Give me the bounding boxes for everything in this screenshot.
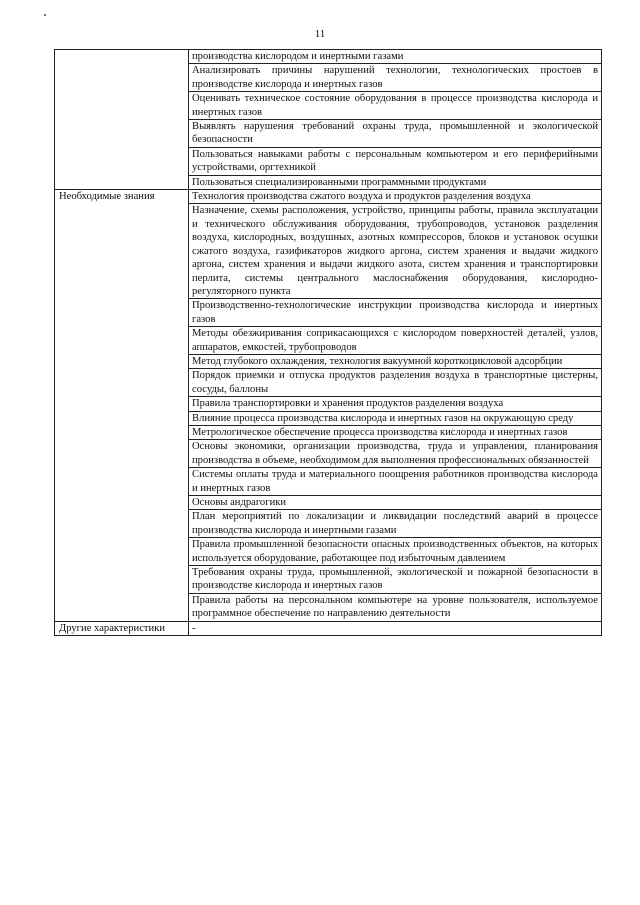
- knowledge-cell: План мероприятий по локализации и ликвидации последствий аварий в процессе производства кислорода и инертными газами: [189, 510, 602, 538]
- skill-cell: производства кислородом и инертными газами: [189, 50, 602, 64]
- table-row: [55, 50, 602, 64]
- knowledge-cell: Основы андрагогики: [189, 496, 602, 510]
- skill-cell: Анализировать причины нарушений технологии, технологических простоев в производстве кислорода и инертных газов: [189, 64, 602, 92]
- competency-table: [54, 49, 602, 636]
- knowledge-cell: Правила промышленной безопасности опасных производственных объектов, на которых используется оборудование, работающее под избыточным давлением: [189, 538, 602, 566]
- knowledge-cell: Технология производства сжатого воздуха и продуктов разделения воздуха: [189, 190, 602, 204]
- knowledge-label: Необходимые знания: [55, 190, 189, 622]
- other-value: -: [189, 621, 602, 635]
- knowledge-cell: Влияние процесса производства кислорода и инертных газов на окружающую среду: [189, 411, 602, 425]
- knowledge-cell: Системы оплаты труда и материального поощрения работников производства кислорода и инертных газов: [189, 468, 602, 496]
- knowledge-cell: Назначение, схемы расположения, устройство, принципы работы, правила эксплуатации и технического обслуживания оборудования, трубопроводов, установок разделения воздуха, кислородных, воздушных, азотных компрессоров, блоков и установок осушки сжатого воздуха, газификаторов жидкого аргона, систем хранения и выдачи жидкого аргона, систем хранения и выдачи жидкого азота, систем хранения и транспортировки перлита, системы центрального маслоснабжения оборудования, кислородно-регуляторного пункта: [189, 204, 602, 299]
- page-number: 11: [314, 28, 326, 40]
- skill-cell: Пользоваться специализированными программными продуктами: [189, 175, 602, 189]
- knowledge-cell: Правила транспортировки и хранения продуктов разделения воздуха: [189, 397, 602, 411]
- knowledge-cell: Требования охраны труда, промышленной, экологической и пожарной безопасности в производстве кислорода и инертных газов: [189, 566, 602, 594]
- knowledge-cell: Порядок приемки и отпуска продуктов разделения воздуха в транспортные цистерны, сосуды, баллоны: [189, 369, 602, 397]
- knowledge-cell: Производственно-технологические инструкции производства кислорода и инертных газов: [189, 299, 602, 327]
- knowledge-cell: Основы экономики, организации производства, труда и управления, планирования производства в объеме, необходимом для выполнения профессиональных обязанностей: [189, 440, 602, 468]
- skill-cell: Оценивать техническое состояние оборудования в процессе производства кислорода и инертных газов: [189, 92, 602, 120]
- table-row: [55, 621, 602, 635]
- knowledge-cell: Правила работы на персональном компьютере на уровне пользователя, используемое программное обеспечение по направлению деятельности: [189, 593, 602, 621]
- table-row: [55, 190, 602, 204]
- skill-cell: Пользоваться навыками работы с персональным компьютером и его периферийными устройствами, оргтехникой: [189, 147, 602, 175]
- knowledge-cell: Метод глубокого охлаждения, технология вакуумной короткоцикловой адсорбции: [189, 354, 602, 368]
- scan-speck: [44, 14, 46, 16]
- skill-cell: Выявлять нарушения требований охраны труда, промышленной и экологической безопасности: [189, 120, 602, 148]
- skills-label-cell: [55, 50, 189, 190]
- knowledge-cell: Метрологическое обеспечение процесса производства кислорода и инертных газов: [189, 425, 602, 439]
- other-label: Другие характеристики: [55, 621, 189, 635]
- knowledge-cell: Методы обезжиривания соприкасающихся с кислородом поверхностей деталей, узлов, аппаратов, емкостей, трубопроводов: [189, 327, 602, 355]
